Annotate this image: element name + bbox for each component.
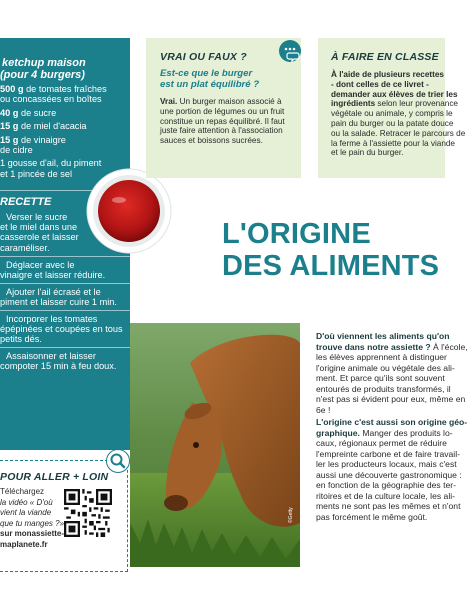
ingredient-item-cont: ou concassées en boîtes [0,94,102,105]
vrai-faux-box [146,38,301,178]
a-faire-title: À FAIRE EN CLASSE [331,51,439,63]
aller-loin-text: Téléchargez la vidéo « D'où vient la viande que tu manges ?» sur monassiette- maplanete.fr [0,487,65,549]
recipe-step: Assaisonner et laisser compoter 15 min à feu doux. [0,351,117,372]
divider [0,256,130,257]
photo-credit: ©Getty [288,507,294,523]
divider [0,310,130,311]
ingredient-item: 15 g de miel d'acacia [0,121,87,132]
recipe-step: Déglacer avec le vinaigre et laisser réduire. [0,260,106,281]
recipe-step: Ajouter l'ail écrasé et le piment et laisser cuire 1 min. [0,287,117,308]
cow-photo [130,323,300,567]
ingredient-list [0,84,128,179]
ingredient-item: 40 g de sucre [0,107,57,118]
divider [0,283,130,284]
recipe-subtitle: (pour 4 burgers) [0,69,85,81]
chat-bubble-icon [279,40,301,62]
recipe-step: Incorporer les tomates épépinées et coupées en tous petits dés. [0,314,123,345]
ingredient-item: 500 g de tomates fraîches [0,84,107,94]
recette-label: RECETTE [0,196,52,208]
page-title: L'ORIGINE DES ALIMENTS [222,218,440,282]
qr-code-icon[interactable] [64,489,112,537]
a-faire-text: À l'aide de plusieurs recettes - dont celles de ce livret - demander aux élèves de trier les ingrédients selon leur provenance végétale ou animale, y compris le pain du burger ou la patate douce ou la salade. Retracer le parcours de la ferme à l'assiette pour la viande et le pain du burger. [331,70,466,158]
a-faire-box [318,38,466,178]
ingredient-item-cont: de cidre [0,145,33,156]
ingredient-item-cont: et 1 pincée de sel [0,168,73,179]
ingredient-item: 15 g de vinaigre [0,134,66,145]
vrai-faux-question: Est-ce que le burger est un plat équilibré ? [160,68,260,90]
article-body [316,331,468,522]
vrai-faux-title: VRAI OU FAUX ? [160,51,247,63]
aller-loin-title: POUR ALLER + LOIN [0,471,109,483]
ingredient-item: 1 gousse d'ail, du piment [0,158,102,169]
ketchup-bowl-image [86,168,172,254]
divider [0,347,130,348]
article-paragraph-2: L'origine c'est aussi son origine géo- graphique. Manger des produits lo- caux, régionaux permet de réduire l'empreinte carbone et de faire travail- ler les producteurs locaux, mais c'est aussi une découverte gastronomique : en fonction de la géographie des ter- ritoires et de la culture locale, les ali- ments ne sont pas les mêmes et n'ont pas forcément le même goût. [316,417,468,522]
recipe-step: Verser le sucre et le miel dans une casserole et laisser caraméliser. [0,212,79,253]
article-paragraph-1: D'où viennent les aliments qu'on trouve dans notre assiette ? À l'école, les élèves apprennent à distinguer l'origine animale ou végétale des ali- ment. Et parce qu'ils sont souvent entourés de produits transformés, il n'est pas si évident pour eux, même en 6e ! [316,331,468,415]
vrai-faux-answer: Vrai. Un burger maison associé à une portion de légumes ou un fruit constitue un repas équilibré. Il faut juste faire attention à l'association sauces et boissons sucrées. [160,97,285,146]
magnifier-icon [106,449,130,473]
recipe-title: ketchup maison [2,57,86,69]
aller-loin-box [0,460,128,572]
